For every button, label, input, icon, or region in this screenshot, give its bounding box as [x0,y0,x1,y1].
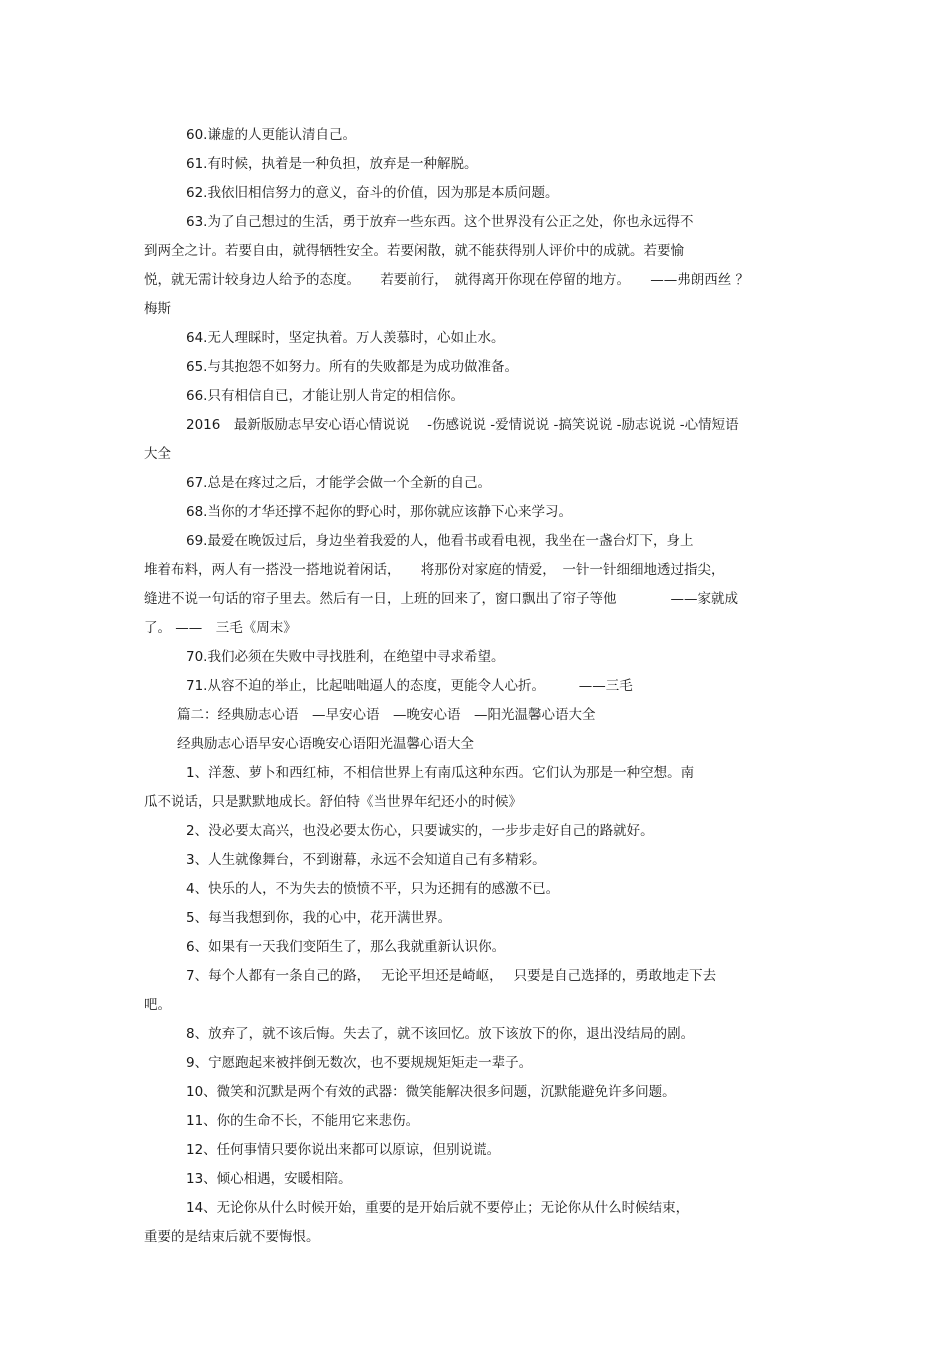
paragraph-line: 64.无人理睬时，坚定执着。万人羡慕时，心如止水。 [186,330,505,346]
paragraph-line: 吧。 [144,997,171,1013]
paragraph [144,1136,816,1165]
paragraph [144,121,816,150]
paragraph-line: 2016 最新版励志早安心语心情说说 -伤感说说 -爱情说说 -搞笑说说 -励志说说 -心情短语 [186,417,739,433]
paragraph [144,1194,816,1252]
paragraph-line: 62.我依旧相信努力的意义，奋斗的价值，因为那是本质问题。 [186,185,559,201]
paragraph-line: 8、放弃了，就不该后悔。失去了，就不该回忆。放下该放下的你，退出没结局的剧。 [186,1026,695,1042]
paragraph-line: 缝进不说一句话的帘子里去。然后有一日，上班的回来了，窗口飘出了帘子等他 ——家就成 [144,591,738,607]
paragraph-line: 13、倾心相遇，安暖相陪。 [186,1171,352,1187]
paragraph-line: 堆着布料，两人有一搭没一搭地说着闲话， 将那份对家庭的情爱， 一针一针细细地透过指尖， [144,562,725,578]
paragraph-line: 瓜不说话，只是默默地成长。舒伯特《当世界年纪还小的时候》 [144,794,522,810]
paragraph [144,208,816,324]
paragraph [144,411,816,469]
paragraph-line: 60.谦虚的人更能认清自己。 [186,127,356,143]
paragraph-line: 重要的是结束后就不要悔恨。 [144,1229,320,1245]
paragraph-line: 到两全之计。若要自由，就得牺牲安全。若要闲散，就不能获得别人评价中的成就。若要愉 [144,243,684,259]
paragraph-line: 梅斯 [144,301,171,317]
paragraph-line: 4、快乐的人，不为失去的愤愤不平，只为还拥有的感激不已。 [186,881,560,897]
paragraph-line: 悦，就无需计较身边人给予的态度。 若要前行， 就得离开你现在停留的地方。 ——弗朗西丝 ？ [144,272,750,288]
paragraph [144,904,816,933]
paragraph-line: 7、每个人都有一条自己的路， 无论平坦还是崎岖， 只要是自己选择的，勇敢地走下去 [186,968,717,984]
paragraph [144,846,816,875]
paragraph-line: 14、无论你从什么时候开始，重要的是开始后就不要停止；无论你从什么时候结束， [186,1200,690,1216]
paragraph [144,672,816,701]
paragraph-line: 大全 [144,446,171,462]
paragraph-line: 11、你的生命不长，不能用它来悲伤。 [186,1113,420,1129]
paragraph-line: 10、微笑和沉默是两个有效的武器：微笑能解决很多问题，沉默能避免许多问题。 [186,1084,676,1100]
paragraph-line: 12、任何事情只要你说出来都可以原谅，但别说谎。 [186,1142,501,1158]
paragraph [144,353,816,382]
paragraph [144,933,816,962]
paragraph-line: 5、每当我想到你，我的心中，花开满世界。 [186,910,452,926]
paragraph-line: 66.只有相信自已，才能让别人肯定的相信你。 [186,388,464,404]
paragraph-line: 69.最爱在晚饭过后，身边坐着我爱的人，他看书或看电视，我坐在一盏台灯下，身上 [186,533,694,549]
paragraph [144,179,816,208]
paragraph [144,875,816,904]
paragraph [144,150,816,179]
paragraph [144,1107,816,1136]
paragraph [144,382,816,411]
paragraph-line: 68.当你的才华还撑不起你的野心时，那你就应该静下心来学习。 [186,504,572,520]
paragraph-line: 了。 —— 三毛《周末》 [144,620,297,636]
paragraph-line: 篇二：经典励志心语 —早安心语 —晚安心语 —阳光温馨心语大全 [177,707,596,723]
paragraph [144,817,816,846]
paragraph [144,1020,816,1049]
paragraph-line: 经典励志心语早安心语晚安心语阳光温馨心语大全 [177,736,474,752]
paragraph [144,527,816,643]
paragraph [144,469,816,498]
paragraph [144,1078,816,1107]
paragraph [144,962,816,1020]
paragraph-line: 61.有时候，执着是一种负担，放弃是一种解脱。 [186,156,478,172]
paragraph [144,759,816,817]
paragraph-line: 63.为了自己想过的生活，勇于放弃一些东西。这个世界没有公正之处，你也永远得不 [186,214,694,230]
paragraph [144,1165,816,1194]
paragraph-line: 6、如果有一天我们变陌生了，那么我就重新认识你。 [186,939,506,955]
document-body [144,121,816,1252]
paragraph [144,730,816,759]
paragraph [144,643,816,672]
paragraph [144,498,816,527]
paragraph-line: 71.从容不迫的举止，比起咄咄逼人的态度，更能令人心折。 ——三毛 [186,678,633,694]
paragraph-line: 9、宁愿跑起来被拌倒无数次，也不要规规矩矩走一辈子。 [186,1055,533,1071]
paragraph-line: 70.我们必须在失败中寻找胜利，在绝望中寻求希望。 [186,649,505,665]
paragraph [144,1049,816,1078]
paragraph [144,701,816,730]
paragraph [144,324,816,353]
paragraph-line: 2、没必要太高兴，也没必要太伤心，只要诚实的，一步步走好自己的路就好。 [186,823,654,839]
paragraph-line: 1、洋葱、萝卜和西红柿，不相信世界上有南瓜这种东西。它们认为那是一种空想。南 [186,765,695,781]
paragraph-line: 65.与其抱怨不如努力。所有的失败都是为成功做准备。 [186,359,518,375]
paragraph-line: 3、人生就像舞台，不到谢幕，永远不会知道自己有多精彩。 [186,852,546,868]
paragraph-line: 67.总是在疼过之后，才能学会做一个全新的自己。 [186,475,491,491]
